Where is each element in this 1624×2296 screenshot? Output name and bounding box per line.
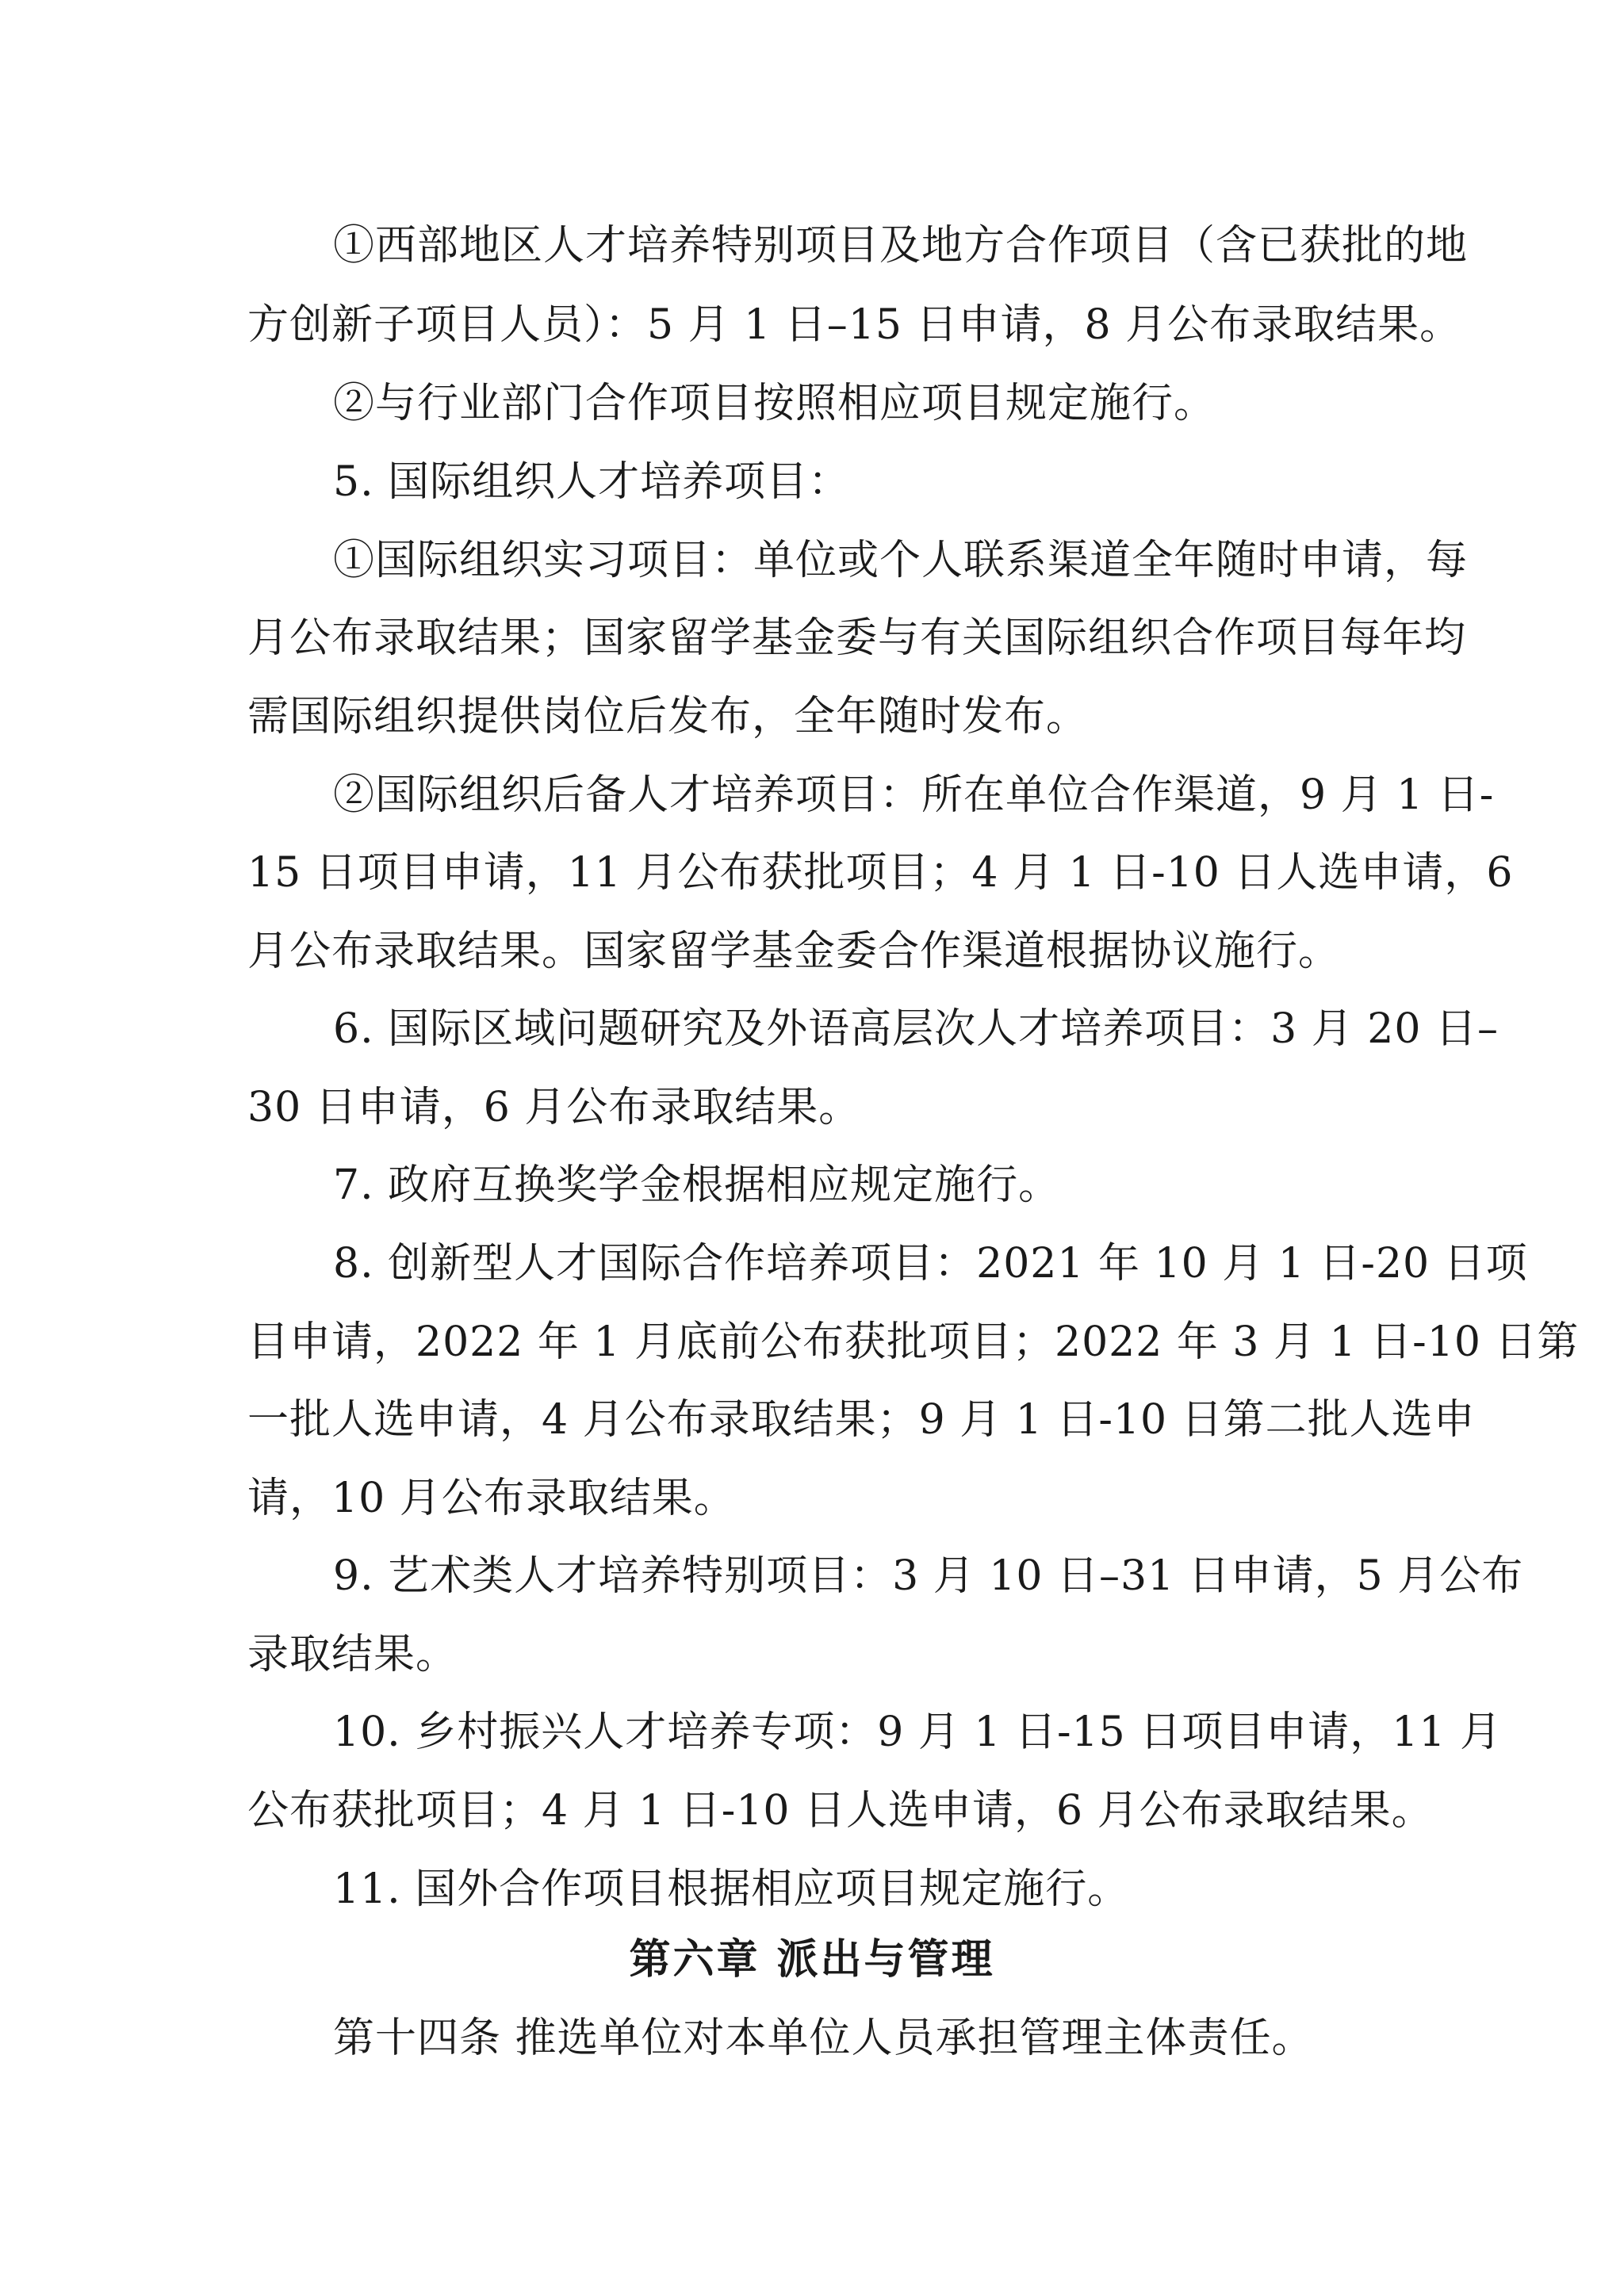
- paragraph-line: 需国际组织提供岗位后发布，全年随时发布。: [247, 693, 1089, 740]
- paragraph-line: ①西部地区人才培养特别项目及地方合作项目（含已获批的地: [333, 222, 1469, 270]
- paragraph-line: 目申请，2022 年 1 月底前公布获批项目；2022 年 3 月 1 日-10 日第: [247, 1318, 1580, 1366]
- article-line: 第十四条 推选单位对本单位人员承担管理主体责任。: [333, 2015, 1314, 2062]
- paragraph-line: 30 日申请，6 月公布录取结果。: [247, 1084, 861, 1131]
- paragraph-line: 月公布录取结果；国家留学基金委与有关国际组织合作项目每年均: [247, 614, 1467, 662]
- paragraph-line: 7. 政府互换奖学金根据相应规定施行。: [333, 1161, 1061, 1209]
- paragraph-line: 5. 国际组织人才培养项目：: [333, 458, 851, 506]
- paragraph-line: 10. 乡村振兴人才培养专项：9 月 1 日-15 日项目申请，11 月: [333, 1709, 1502, 1756]
- paragraph-line: ②国际组织后备人才培养项目：所在单位合作渠道，9 月 1 日-: [333, 771, 1495, 819]
- paragraph-line: 录取结果。: [247, 1631, 458, 1678]
- chapter-heading: 第六章 派出与管理: [629, 1935, 995, 1984]
- paragraph-line: ②与行业部门合作项目按照相应项目规定施行。: [333, 380, 1216, 427]
- paragraph-line: 9. 艺术类人才培养特别项目：3 月 10 日–31 日申请，5 月公布: [333, 1552, 1524, 1600]
- paragraph-line: 一批人选申请，4 月公布录取结果；9 月 1 日-10 日第二批人选申: [247, 1396, 1476, 1444]
- paragraph-line: 11. 国外合作项目根据相应项目规定施行。: [333, 1866, 1130, 1913]
- paragraph-line: 6. 国际区域问题研究及外语高层次人才培养项目：3 月 20 日–: [333, 1005, 1499, 1053]
- paragraph-line: 15 日项目申请，11 月公布获批项目；4 月 1 日-10 日人选申请，6: [247, 849, 1514, 897]
- paragraph-line: 8. 创新型人才国际合作培养项目：2021 年 10 月 1 日-20 日项: [333, 1240, 1528, 1288]
- paragraph-line: 公布获批项目；4 月 1 日-10 日人选申请，6 月公布录取结果。: [247, 1787, 1434, 1835]
- paragraph-line: 方创新子项目人员）：5 月 1 日–15 日申请，8 月公布录取结果。: [247, 301, 1462, 349]
- paragraph-line: ①国际组织实习项目：单位或个人联系渠道全年随时申请，每: [333, 537, 1469, 584]
- paragraph-line: 请，10 月公布录取结果。: [247, 1475, 736, 1522]
- paragraph-line: 月公布录取结果。国家留学基金委合作渠道根据协议施行。: [247, 928, 1341, 975]
